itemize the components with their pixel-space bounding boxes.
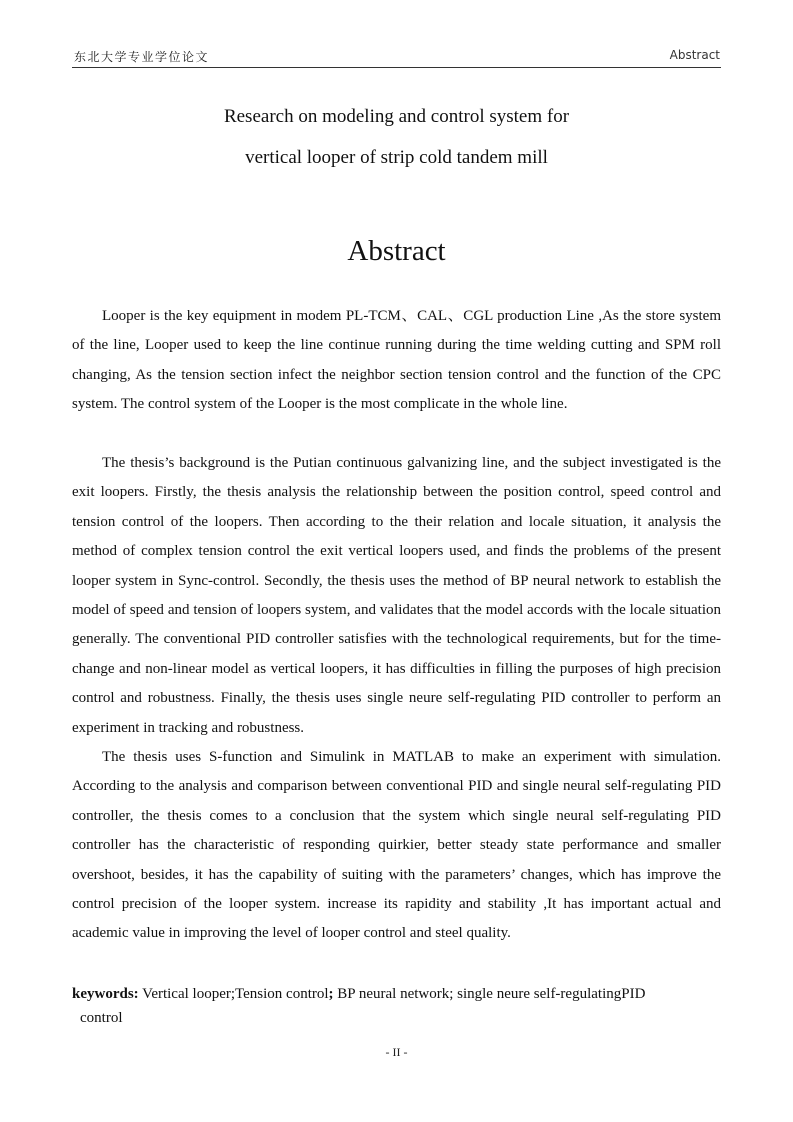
paragraph-text: Looper is the key equipment in modem PL-TCM、CAL、CGL production Line ,As the store system of the line, Looper used to keep the line continue running during the time welding cutting and SPM roll changing, As the tension section infect the neighbor section tension control and the function of the CPC system. The control system of the Looper is the most complicate in the whole line. — [72, 308, 721, 413]
keywords-label: keywords: — [72, 986, 139, 1002]
page-header — [72, 47, 721, 69]
abstract-paragraph-3 — [72, 743, 721, 949]
abstract-paragraph-1 — [72, 302, 721, 420]
keywords-continuation: control — [80, 1010, 123, 1026]
header-university-label: 东北大学专业学位论文 — [74, 50, 210, 64]
paragraph-text: The thesis uses S-function and Simulink in MATLAB to make an experiment with simulation. According to the analysis and comparison between conventional PID and single neural self-regulating PID controller, the thesis comes to a conclusion that the system which single neural self-regulating PID controller has the characteristic of responding quirkier, better steady state performance and smaller overshoot, besides, it has the capability of suiting with the parameters’ changes, which has improve the control precision of the looper system. increase its rapidity and stability ,It has important actual and academic value in improving the level of looper control and steel quality. — [72, 749, 721, 942]
thesis-title-line-1: Research on modeling and control system for — [223, 106, 570, 127]
header-section-label: Abstract — [669, 48, 720, 62]
keywords-line — [72, 982, 721, 1030]
header-rule — [72, 67, 721, 68]
page-number: - II - — [385, 1045, 408, 1059]
thesis-title-line-2: vertical looper of strip cold tandem mill — [245, 147, 548, 168]
abstract-heading: Abstract — [347, 235, 446, 267]
keywords-part-2: BP neural network; single neure self-regulatingPID — [333, 986, 646, 1002]
keywords-separator: ; — [328, 986, 334, 1002]
keywords-part-1: Vertical looper;Tension control — [138, 986, 329, 1002]
abstract-paragraph-2 — [72, 449, 721, 743]
paragraph-text: The thesis’s background is the Putian continuous galvanizing line, and the subject investigated is the exit loopers. Firstly, the thesis analysis the relationship between the position control, speed control and tension control of the loopers. Then according to the their relation and locale situation, it analysis the method of complex tension control the exit vertical loopers used, and finds the problems of the present looper system in Sync-control. Secondly, the thesis uses the method of BP neural network to establish the model of speed and tension of loopers system, and validates that the model accords with the locale situation generally. The conventional PID controller satisfies with the technological requirements, but for the time-change and non-linear model as vertical loopers, it has difficulties in filling the purposes of high precision control and robustness. Finally, the thesis uses single neure self-regulating PID controller to perform an experiment in tracking and robustness. — [72, 455, 721, 736]
